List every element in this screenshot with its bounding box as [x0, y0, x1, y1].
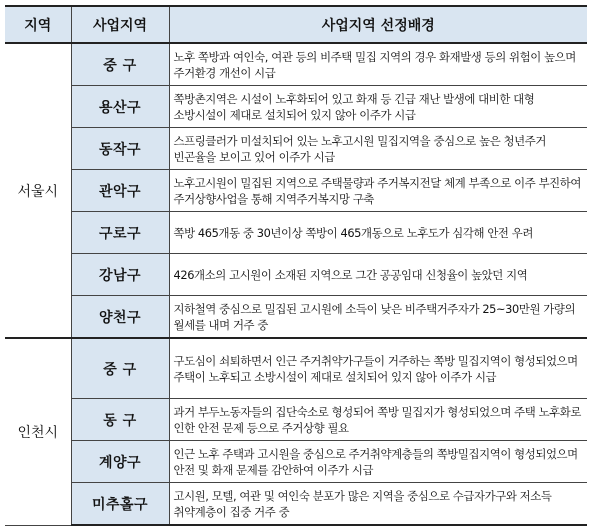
- district-cell: 양천구: [71, 296, 169, 339]
- reason-cell: 426개소의 고시원이 소재된 지역으로 그간 공공임대 신청율이 높았던 지역: [169, 254, 587, 296]
- table-row: [5, 441, 587, 483]
- district-cell: 용산구: [71, 86, 169, 128]
- table-header-row: [5, 6, 587, 43]
- district-cell: 강남구: [71, 254, 169, 296]
- table-row: [5, 86, 587, 128]
- table-row: [5, 170, 587, 212]
- district-cell: 중 구: [71, 43, 169, 86]
- reason-cell: 쪽방 465개동 중 30년이상 쪽방이 465개동으로 노후도가 심각해 안전 우려: [169, 212, 587, 254]
- table-row: [5, 483, 587, 526]
- table-row: [5, 212, 587, 254]
- district-cell: 동 구: [71, 399, 169, 441]
- district-cell: 미추홀구: [71, 483, 169, 526]
- district-cell: 계양구: [71, 441, 169, 483]
- reason-cell: 노후 쪽방과 여인숙, 여관 등의 비주택 밀집 지역의 경우 화재발생 등의 위험이 높으며 주거환경 개선이 시급: [169, 43, 587, 86]
- reason-cell: 스프링클러가 미설치되어 있는 노후고시원 밀집지역을 중심으로 높은 청년주거 빈곤율을 보이고 있어 이주가 시급: [169, 128, 587, 170]
- region-cell-incheon: 인천시: [5, 338, 71, 525]
- table-row: [5, 399, 587, 441]
- table-row: [5, 43, 587, 86]
- table-row: [5, 338, 587, 399]
- reason-cell: 과거 부두노동자들의 집단숙소로 형성되어 쪽방 밀집지가 형성되었으며 주택 노후화로 인한 안전 문제 등으로 주거상향 필요: [169, 399, 587, 441]
- table-row: [5, 296, 587, 339]
- project-area-table: [5, 5, 587, 526]
- table-row: [5, 254, 587, 296]
- district-cell: 중 구: [71, 338, 169, 399]
- header-district: 사업지역: [71, 6, 169, 43]
- district-cell: 구로구: [71, 212, 169, 254]
- reason-cell: 노후고시원이 밀집된 지역으로 주택물량과 주거복지전달 체계 부족으로 이주 부진하여 주거상향사업을 통해 지역주거복지망 구축: [169, 170, 587, 212]
- reason-cell: 구도심이 쇠퇴하면서 인근 주거취약가구들이 거주하는 쪽방 밀집지역이 형성되었으며 주택이 노후되고 소방시설이 제대로 설치되어 있지 않아 이주가 시급: [169, 338, 587, 399]
- table-row: [5, 128, 587, 170]
- header-reason: 사업지역 선정배경: [169, 6, 587, 43]
- header-region: 지역: [5, 6, 71, 43]
- reason-cell: 쪽방촌지역은 시설이 노후화되어 있고 화재 등 긴급 재난 발생에 대비한 대형 소방시설이 제대로 설치되어 있지 않아 이주가 시급: [169, 86, 587, 128]
- reason-cell: 인근 노후 주택과 고시원을 중심으로 주거취약계층들의 쪽방밀집지역이 형성되었으며 안전 및 화재 문제를 감안하여 이주가 시급: [169, 441, 587, 483]
- reason-cell: 지하철역 중심으로 밀집된 고시원에 소득이 낮은 비주택거주자가 25~30만원 가량의 월세를 내며 거주 중: [169, 296, 587, 339]
- district-cell: 관악구: [71, 170, 169, 212]
- reason-cell: 고시원, 모텔, 여관 및 여인숙 분포가 많은 지역을 중심으로 수급자가구와 저소득 취약계층이 집중 거주 중: [169, 483, 587, 526]
- region-cell-seoul: 서울시: [5, 43, 71, 338]
- district-cell: 동작구: [71, 128, 169, 170]
